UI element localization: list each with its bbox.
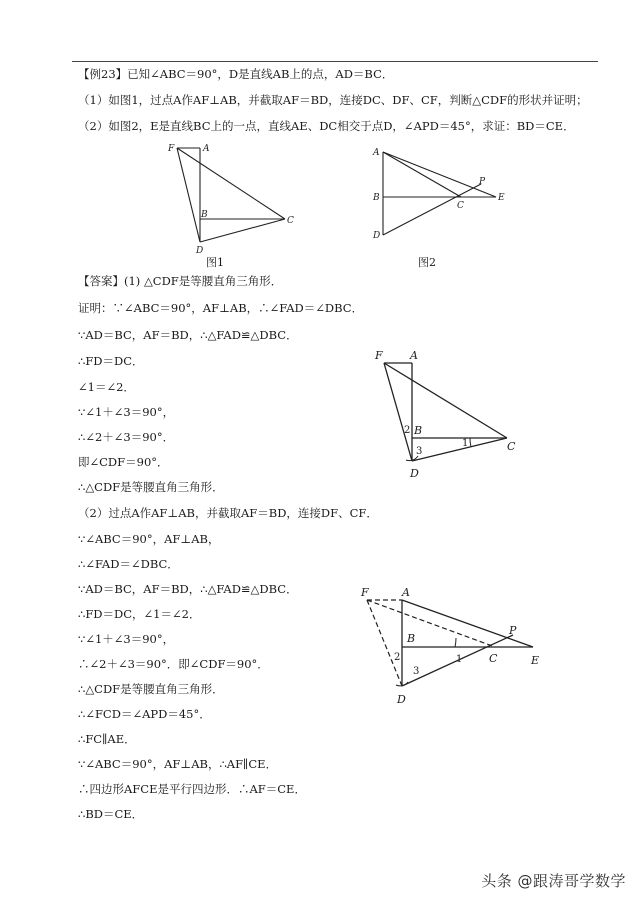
answer-line-16: ∴∠2＋∠3＝90°．即∠CDF＝90°．	[78, 657, 269, 671]
answer-line-18: ∴∠FCD＝∠APD＝45°．	[78, 707, 211, 721]
fig1-label-A: A	[203, 144, 210, 154]
fig3-label-A: A	[410, 349, 418, 362]
fig3-label-D: D	[410, 467, 419, 480]
answer-line-6: ∵∠1＋∠3＝90°，	[78, 405, 175, 419]
answer-line-14: ∴FD＝DC，∠1＝∠2．	[78, 607, 201, 621]
answer-line-17: ∴△CDF是等腰直角三角形．	[78, 682, 224, 696]
question-2: （2）如图2，E是直线BC上的一点，直线AE、DC相交于点D，∠APD＝45°，求证：BD＝CE．	[78, 119, 575, 133]
fig4-label-C: C	[489, 652, 498, 665]
fig3-angle-3: 3	[416, 446, 423, 457]
answer-line-11: ∵∠ABC＝90°，AF⊥AB，	[78, 532, 220, 546]
fig4-label-B: B	[407, 632, 416, 645]
fig1-label-D: D	[196, 246, 204, 256]
answer-line-5: ∠1＝∠2．	[78, 380, 135, 394]
fig1-label-C: C	[287, 216, 294, 226]
answer-line-22: ∴BD＝CE．	[78, 807, 144, 821]
answer-line-15: ∵∠1＋∠3＝90°，	[78, 632, 175, 646]
answer-line-3: ∵AD＝BC，AF＝BD，∴△FAD≌△DBC．	[78, 328, 298, 342]
fig2-label-D: D	[373, 231, 381, 241]
fig2-label-P: P	[479, 177, 486, 187]
fig3-label-B: B	[414, 424, 423, 437]
top-rule	[72, 61, 598, 62]
answer-line-9: ∴△CDF是等腰直角三角形．	[78, 480, 224, 494]
figure-1	[165, 138, 300, 258]
fig2-label-B: B	[373, 193, 380, 203]
figure-4	[355, 578, 555, 713]
fig4-label-A: A	[402, 586, 410, 599]
fig3-angle-1: 1	[462, 438, 469, 449]
figure-2-caption: 图2	[418, 256, 436, 269]
answer-line-12: ∴∠FAD＝∠DBC．	[78, 557, 179, 571]
fig4-label-E: E	[531, 654, 540, 667]
answer-line-13: ∵AD＝BC，AF＝BD，∴△FAD≌△DBC．	[78, 582, 298, 596]
answer-line-20: ∵∠ABC＝90°，AF⊥AB，∴AF∥CE．	[78, 757, 278, 771]
answer-line-1: 【答案】(1) △CDF是等腰直角三角形．	[78, 274, 283, 288]
answer-line-21: ∴四边形AFCE是平行四边形．∴AF＝CE．	[78, 782, 306, 796]
fig2-label-C: C	[457, 201, 464, 211]
fig3-angle-2: 2	[404, 425, 411, 436]
answer-line-4: ∴FD＝DC．	[78, 354, 144, 368]
fig4-angle-2: 2	[394, 652, 401, 663]
fig4-label-P: P	[509, 624, 517, 637]
problem-header: 【例23】已知∠ABC＝90°，D是直线AB上的点，AD＝BC．	[78, 67, 394, 81]
figure-2	[368, 138, 518, 248]
question-1: （1）如图1，过点A作AF⊥AB，并截取AF＝BD，连接DC、DF、CF，判断△CDF的形状并证明；	[78, 93, 588, 107]
fig2-label-A: A	[373, 148, 380, 158]
answer-line-10: （2）过点A作AF⊥AB，并截取AF＝BD，连接DF、CF．	[78, 506, 378, 520]
fig3-label-C: C	[507, 440, 516, 453]
answer-line-19: ∴FC∥AE．	[78, 732, 136, 746]
watermark: 头条 @跟涛哥学数学	[481, 872, 626, 890]
fig1-label-F: F	[168, 144, 175, 154]
answer-line-8: 即∠CDF＝90°．	[78, 455, 169, 469]
answer-line-7: ∴∠2＋∠3＝90°．	[78, 430, 175, 444]
answer-line-2: 证明：∵∠ABC＝90°，AF⊥AB，∴∠FAD＝∠DBC．	[78, 301, 364, 315]
fig2-label-E: E	[498, 193, 505, 203]
fig3-label-F: F	[375, 349, 383, 362]
fig4-label-F: F	[361, 586, 369, 599]
fig1-label-B: B	[201, 210, 208, 220]
figure-3	[370, 343, 525, 483]
fig4-angle-3: 3	[413, 666, 420, 677]
fig4-angle-1: 1	[456, 654, 463, 665]
fig4-label-D: D	[397, 693, 406, 706]
figure-1-caption: 图1	[206, 256, 224, 269]
